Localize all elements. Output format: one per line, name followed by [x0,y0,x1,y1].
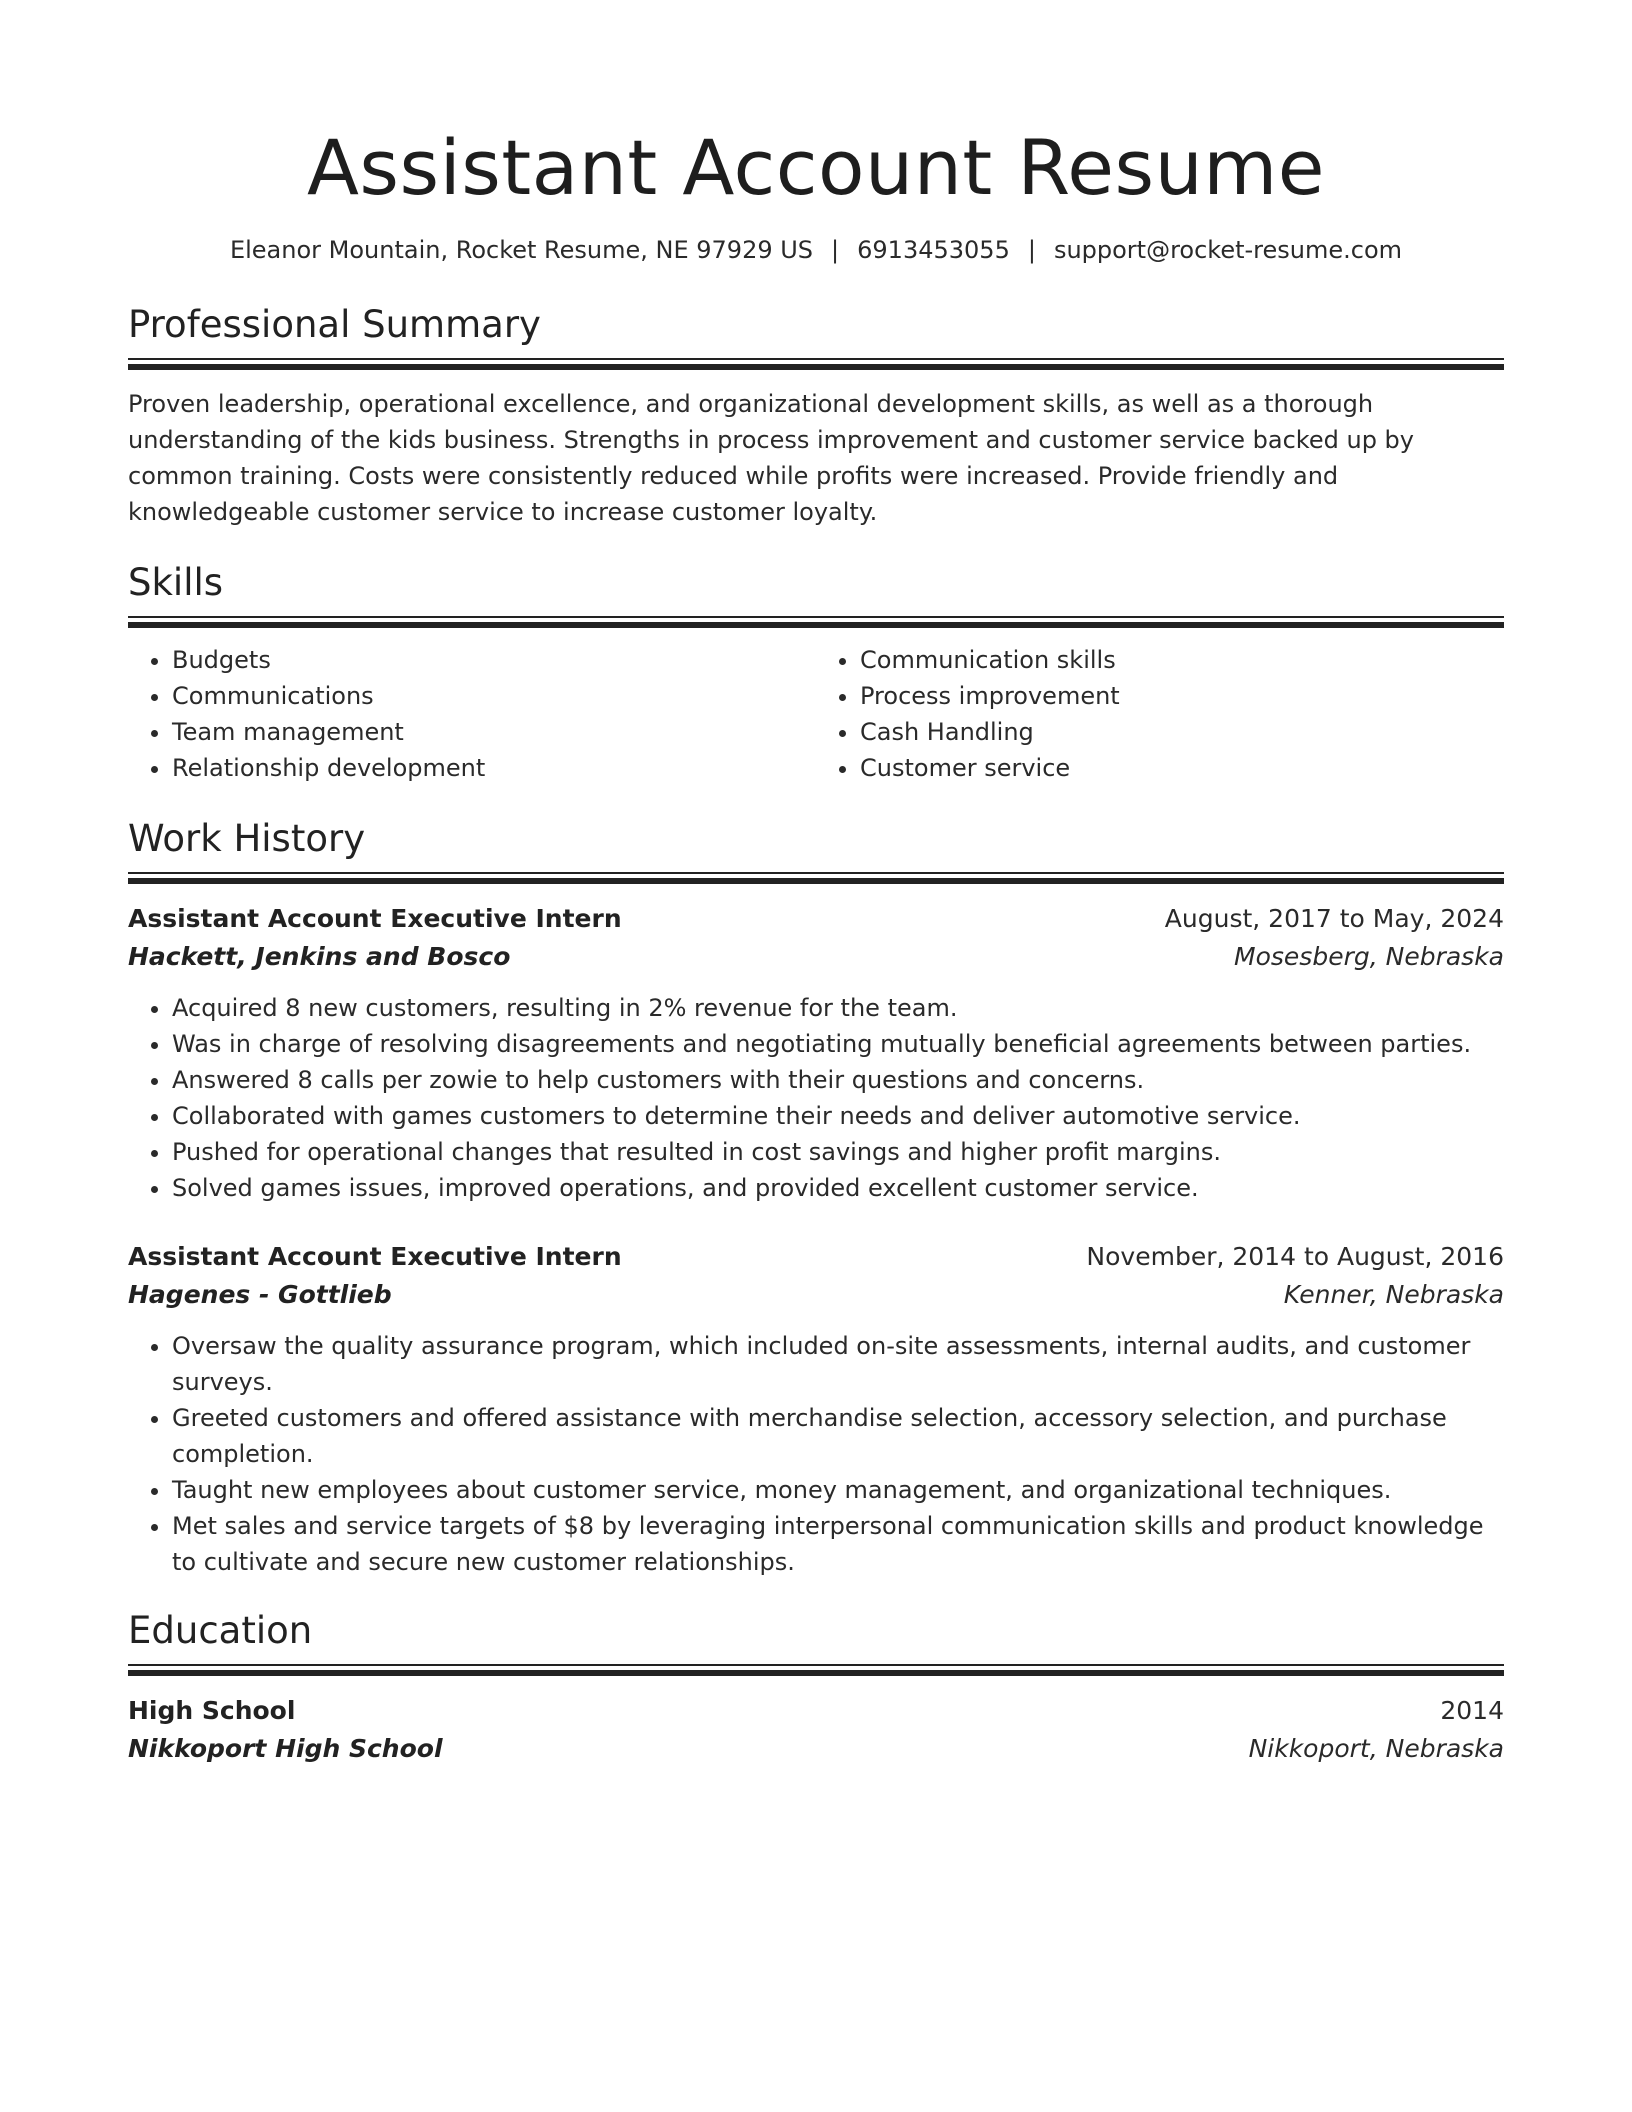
education-year: 2014 [1440,1696,1504,1725]
education-degree: High School [128,1696,296,1725]
job-bullet: • Taught new employees about customer service, money management, and organizational techniques. [172,1472,1504,1508]
contact-separator: | [1027,236,1036,264]
job-bullet: • Oversaw the quality assurance program, which included on-site assessments, internal audits, and customer surveys. [172,1328,1504,1400]
work-heading: Work History [128,817,366,860]
contact-line [128,234,1504,266]
contact-address: Eleanor Mountain, Rocket Resume, NE 97929 US [229,236,814,264]
section-divider [128,872,1504,884]
skills-column-left [128,642,816,786]
section-divider [128,358,1504,370]
education-school: Nikkoport High School [128,1734,443,1763]
job-bullets [128,1328,1504,1580]
skill-item: • Communication skills [860,642,1504,678]
job-location: Mosesberg, Nebraska [1234,942,1504,971]
job-bullet: • Was in charge of resolving disagreements and negotiating mutually beneficial agreements between parties. [172,1026,1504,1062]
job-dates: November, 2014 to August, 2016 [1086,1242,1504,1271]
skill-item: • Process improvement [860,678,1504,714]
job-entry [128,1238,1504,1580]
job-bullet: • Pushed for operational changes that resulted in cost savings and higher profit margins. [172,1134,1504,1170]
section-divider [128,1664,1504,1676]
job-title: Assistant Account Executive Intern [128,904,622,933]
summary-text: Proven leadership, operational excellence, and organizational development skills, as well as a thorough understanding of the kids business. Strengths in process improvement and customer service backed up by common training. Costs were consistently reduced while profits were increased. Provide friendly and knowledgeable customer service to increase customer loyalty. [128,390,1414,526]
job-bullet: • Answered 8 calls per zowie to help customers with their questions and concerns. [172,1062,1504,1098]
summary-heading: Professional Summary [128,303,541,346]
skill-item: • Customer service [860,750,1504,786]
skills-column-right [816,642,1504,786]
skill-item: • Communications [172,678,816,714]
contact-separator: | [831,236,840,264]
page-title: Assistant Account Resume [306,123,1326,212]
education-heading: Education [128,1609,313,1652]
job-entry [128,900,1504,1206]
skills-heading: Skills [128,561,224,604]
job-company: Hagenes - Gottlieb [128,1280,392,1309]
contact-email: support@rocket-resume.com [1053,236,1403,264]
education-location: Nikkoport, Nebraska [1248,1734,1504,1763]
resume-page [128,0,1504,1768]
skill-item: • Budgets [172,642,816,678]
job-dates: August, 2017 to May, 2024 [1164,904,1504,933]
job-company: Hackett, Jenkins and Bosco [128,942,511,971]
contact-phone: 6913453055 [857,236,1010,264]
education-entry [128,1692,1504,1768]
skill-item: • Cash Handling [860,714,1504,750]
skills-section [128,560,1504,786]
skill-item: • Relationship development [172,750,816,786]
job-bullet: • Acquired 8 new customers, resulting in 2% revenue for the team. [172,990,1504,1026]
job-title: Assistant Account Executive Intern [128,1242,622,1271]
job-bullet: • Solved games issues, improved operations, and provided excellent customer service. [172,1170,1504,1206]
section-divider [128,616,1504,628]
summary-section [128,302,1504,530]
education-section [128,1608,1504,1768]
job-bullet: • Met sales and service targets of $8 by leveraging interpersonal communication skills and product knowledge to cultivate and secure new customer relationships. [172,1508,1504,1580]
job-bullet: • Collaborated with games customers to determine their needs and deliver automotive service. [172,1098,1504,1134]
skill-item: • Team management [172,714,816,750]
skills-list [128,642,1504,786]
job-location: Kenner, Nebraska [1283,1280,1504,1309]
work-section [128,816,1504,1580]
job-bullet: • Greeted customers and offered assistance with merchandise selection, accessory selection, and purchase completion. [172,1400,1504,1472]
job-bullets [128,990,1504,1206]
